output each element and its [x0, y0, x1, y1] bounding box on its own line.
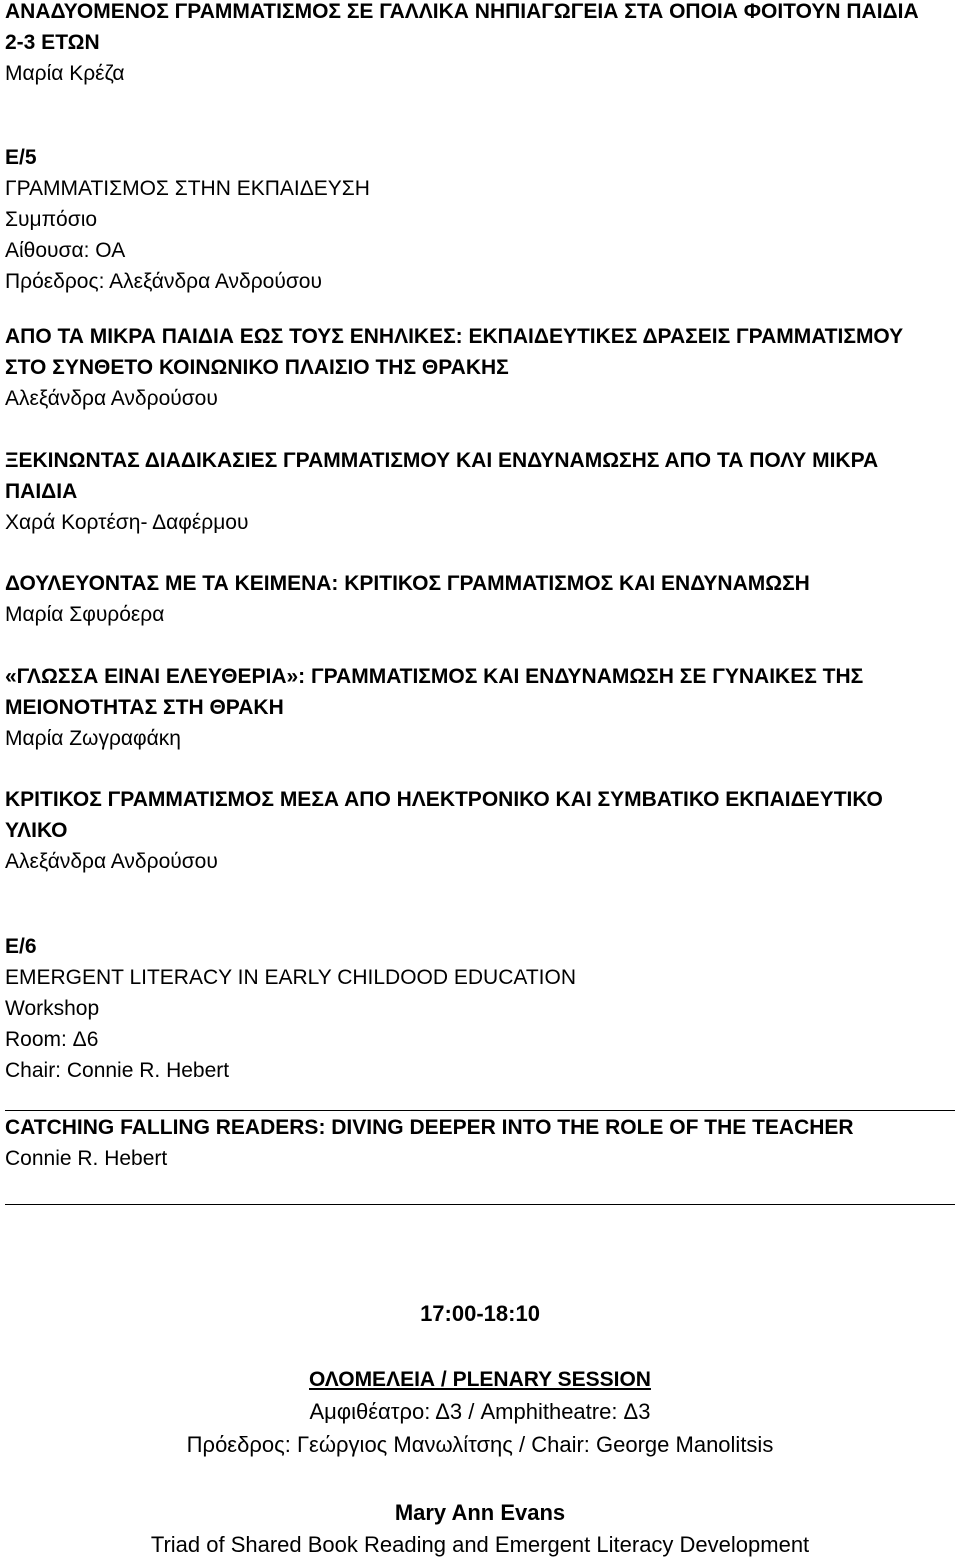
session-e6-header	[5, 931, 576, 1086]
top-session-title-line1: ΑΝΑΔΥΟΜΕΝΟΣ ΓΡΑΜΜΑΤΙΣΜΟΣ ΣΕ ΓΑΛΛΙΚΑ ΝΗΠΙΑΓΩΓΕΙΑ ΣΤΑ ΟΠΟΙΑ ΦΟΙΤΟΥΝ ΠΑΙΔΙΑ	[5, 0, 919, 23]
paper-3-author: Μαρία Σφυρόερα	[5, 603, 165, 626]
session-e6-code: Ε/6	[5, 935, 37, 958]
separator-rule-1	[5, 1110, 955, 1111]
session-e5-chair: Πρόεδρος: Αλεξάνδρα Ανδρούσου	[5, 270, 322, 293]
paper-4-title-line1: «ΓΛΩΣΣΑ ΕΙΝΑΙ ΕΛΕΥΘΕΡΙΑ»: ΓΡΑΜΜΑΤΙΣΜΟΣ ΚΑΙ ΕΝΔΥΝΑΜΩΣΗ ΣΕ ΓΥΝΑΙΚΕΣ ΤΗΣ	[5, 665, 864, 688]
paper-4-author: Μαρία Ζωγραφάκη	[5, 727, 181, 750]
paper-1-title-line1: ΑΠΟ ΤΑ ΜΙΚΡΑ ΠΑΙΔΙΑ ΕΩΣ ΤΟΥΣ ΕΝΗΛΙΚΕΣ: ΕΚΠΑΙΔΕΥΤΙΚΕΣ ΔΡΑΣΕΙΣ ΓΡΑΜΜΑΤΙΣΜΟΥ	[5, 325, 904, 348]
paper-1	[5, 321, 903, 414]
paper-5-author: Αλεξάνδρα Ανδρούσου	[5, 850, 218, 873]
plenary-time: 17:00-18:10	[420, 1301, 540, 1326]
paper-2-title-line1: ΞΕΚΙΝΩΝΤΑΣ ΔΙΑΔΙΚΑΣΙΕΣ ΓΡΑΜΜΑΤΙΣΜΟΥ ΚΑΙ ΕΝΔΥΝΑΜΩΣΗΣ ΑΠΟ ΤΑ ΠΟΛΥ ΜΙΚΡΑ	[5, 449, 879, 472]
paper-1-title-line2: ΣΤΟ ΣΥΝΘΕΤΟ ΚΟΙΝΩΝΙΚΟ ΠΛΑΙΣΙΟ ΤΗΣ ΘΡΑΚΗΣ	[5, 356, 509, 379]
top-session-title-line2: 2-3 ΕΤΩΝ	[5, 31, 100, 54]
plenary-chair: Πρόεδρος: Γεώργιος Μανωλίτσης / Chair: George Manolitsis	[186, 1432, 774, 1457]
top-session-author: Μαρία Κρέζα	[5, 62, 125, 85]
plenary-time-block	[0, 1298, 960, 1329]
session-e6-type: Workshop	[5, 997, 100, 1020]
session-e5-room: Αίθουσα: ΟΑ	[5, 239, 126, 262]
separator-rule-2	[5, 1204, 955, 1205]
plenary-speaker: Mary Ann Evans	[394, 1500, 566, 1525]
top-session	[5, 0, 919, 89]
session-e5-theme: ΓΡΑΜΜΑΤΙΣΜΟΣ ΣΤΗΝ ΕΚΠΑΙΔΕΥΣΗ	[5, 177, 370, 200]
paper-1-author: Αλεξάνδρα Ανδρούσου	[5, 387, 218, 410]
session-e6-room: Room: Δ6	[5, 1028, 99, 1051]
paper-3-title-line1: ΔΟΥΛΕΥΟΝΤΑΣ ΜΕ ΤΑ ΚΕΙΜΕΝΑ: ΚΡΙΤΙΚΟΣ ΓΡΑΜΜΑΤΙΣΜΟΣ ΚΑΙ ΕΝΔΥΝΑΜΩΣΗ	[5, 572, 810, 595]
plenary-talk-block	[0, 1497, 960, 1561]
session-e6-paper-author: Connie R. Hebert	[5, 1147, 168, 1170]
paper-2-author: Χαρά Κορτέση- Δαφέρμου	[5, 511, 249, 534]
session-e6-paper	[5, 1112, 854, 1174]
paper-2	[5, 445, 878, 538]
plenary-room: Αμφιθέατρο: Δ3 / Amphitheatre: Δ3	[309, 1399, 651, 1424]
session-e5-code: Ε/5	[5, 146, 37, 169]
session-e5-type: Συμπόσιο	[5, 208, 98, 231]
plenary-talk-title: Triad of Shared Book Reading and Emergent Literacy Development	[150, 1532, 810, 1557]
session-e5-header	[5, 142, 370, 297]
session-e6-paper-title: CATCHING FALLING READERS: DIVING DEEPER INTO THE ROLE OF THE TEACHER	[5, 1116, 854, 1139]
paper-5-title-line1: ΚΡΙΤΙΚΟΣ ΓΡΑΜΜΑΤΙΣΜΟΣ ΜΕΣΑ ΑΠΟ ΗΛΕΚΤΡΟΝΙΚΟ ΚΑΙ ΣΥΜΒΑΤΙΚΟ ΕΚΠΑΙΔΕΥΤΙΚΟ	[5, 788, 883, 811]
paper-5	[5, 784, 883, 877]
plenary-title: ΟΛΟΜΕΛΕΙΑ / PLENARY SESSION	[309, 1368, 651, 1391]
paper-3	[5, 568, 810, 630]
paper-5-title-line2: ΥΛΙΚΟ	[5, 819, 68, 842]
session-e6-theme: EMERGENT LITERACY IN EARLY CHILDOOD EDUCATION	[5, 966, 576, 989]
plenary-session-block	[0, 1364, 960, 1461]
paper-4	[5, 661, 863, 754]
paper-2-title-line2: ΠΑΙΔΙΑ	[5, 480, 78, 503]
paper-4-title-line2: ΜΕΙΟΝΟΤΗΤΑΣ ΣΤΗ ΘΡΑΚΗ	[5, 696, 284, 719]
session-e6-chair: Chair: Connie R. Hebert	[5, 1059, 230, 1082]
